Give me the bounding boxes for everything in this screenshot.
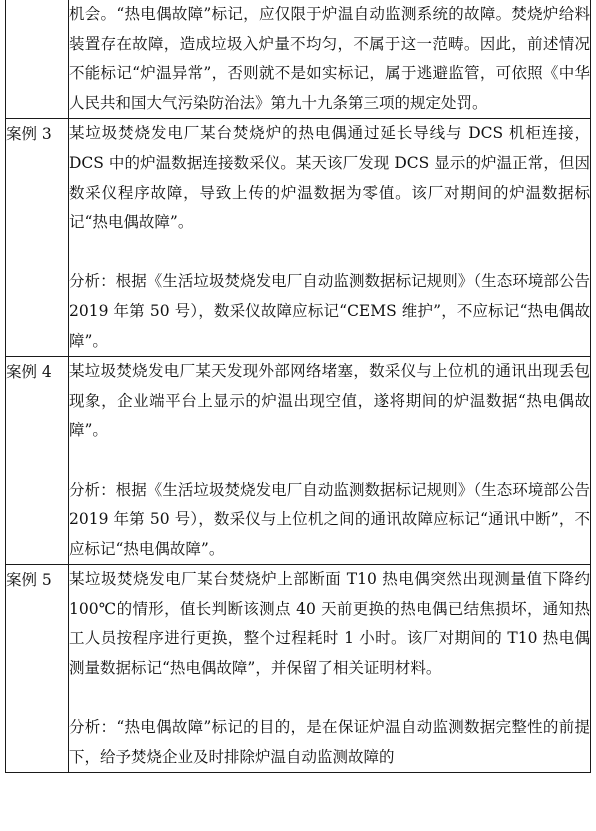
case-content [69,357,591,565]
case-table [5,0,591,773]
table-row [6,119,591,357]
case-description: 某垃圾焚烧发电厂某台焚烧炉上部断面 T10 热电偶突然出现测量值下降约 100℃的情形，值长判断该测点 40 天前更换的热电偶已结焦损坏，通知热工人员按程序进行更换，整个过程耗时 1 小时。该厂对期间的 T10 热电偶测量数据标记“热电偶故障”，并保留了相关证明材料。 [69,570,590,678]
case-analysis: 分析：“热电偶故障”标记的目的，是在保证炉温自动监测数据完整性的前提下，给予焚烧企业及时排除炉温自动监测故障的 [69,718,590,766]
paragraph-gap [69,238,590,268]
paragraph-gap [69,684,590,714]
case-label [6,0,69,119]
table-row [6,357,591,565]
case-paragraph: 机会。“热电偶故障”标记，应仅限于炉温自动监测系统的故障。焚烧炉给料装置存在故障，造成垃圾入炉量不均匀，不属于这一范畴。因此，前述情况不能标记“炉温异常”，否则就不是如实标记，属于逃避监管，可依照《中华人民共和国大气污染防治法》第九十九条第三项的规定处罚。 [69,5,590,112]
paragraph-gap [69,446,590,476]
case-analysis: 分析：根据《生活垃圾焚烧发电厂自动监测数据标记规则》（生态环境部公告 2019 年第 50 号），数采仪故障应标记“CEMS 维护”，不应标记“热电偶故障”。 [69,272,590,350]
table-row [6,565,591,773]
case-content [69,0,591,119]
case-content [69,565,591,773]
case-label: 案例 4 [6,357,69,565]
case-label: 案例 5 [6,565,69,773]
case-description: 某垃圾焚烧发电厂某天发现外部网络堵塞，数采仪与上位机的通讯出现丢包现象，企业端平台上显示的炉温出现空值，遂将期间的炉温数据“热电偶故障”。 [69,362,590,440]
case-analysis: 分析：根据《生活垃圾焚烧发电厂自动监测数据标记规则》（生态环境部公告 2019 年第 50 号），数采仪与上位机之间的通讯故障应标记“通讯中断”，不应标记“热电偶故障”。 [69,480,590,558]
case-content [69,119,591,357]
table-row [6,0,591,119]
case-label: 案例 3 [6,119,69,357]
case-description: 某垃圾焚烧发电厂某台焚烧炉的热电偶通过延长导线与 DCS 机柜连接，DCS 中的炉温数据连接数采仪。某天该厂发现 DCS 显示的炉温正常，但因数采仪程序故障，导致上传的炉温数据为零值。该厂对期间的炉温数据标记“热电偶故障”。 [69,124,590,232]
